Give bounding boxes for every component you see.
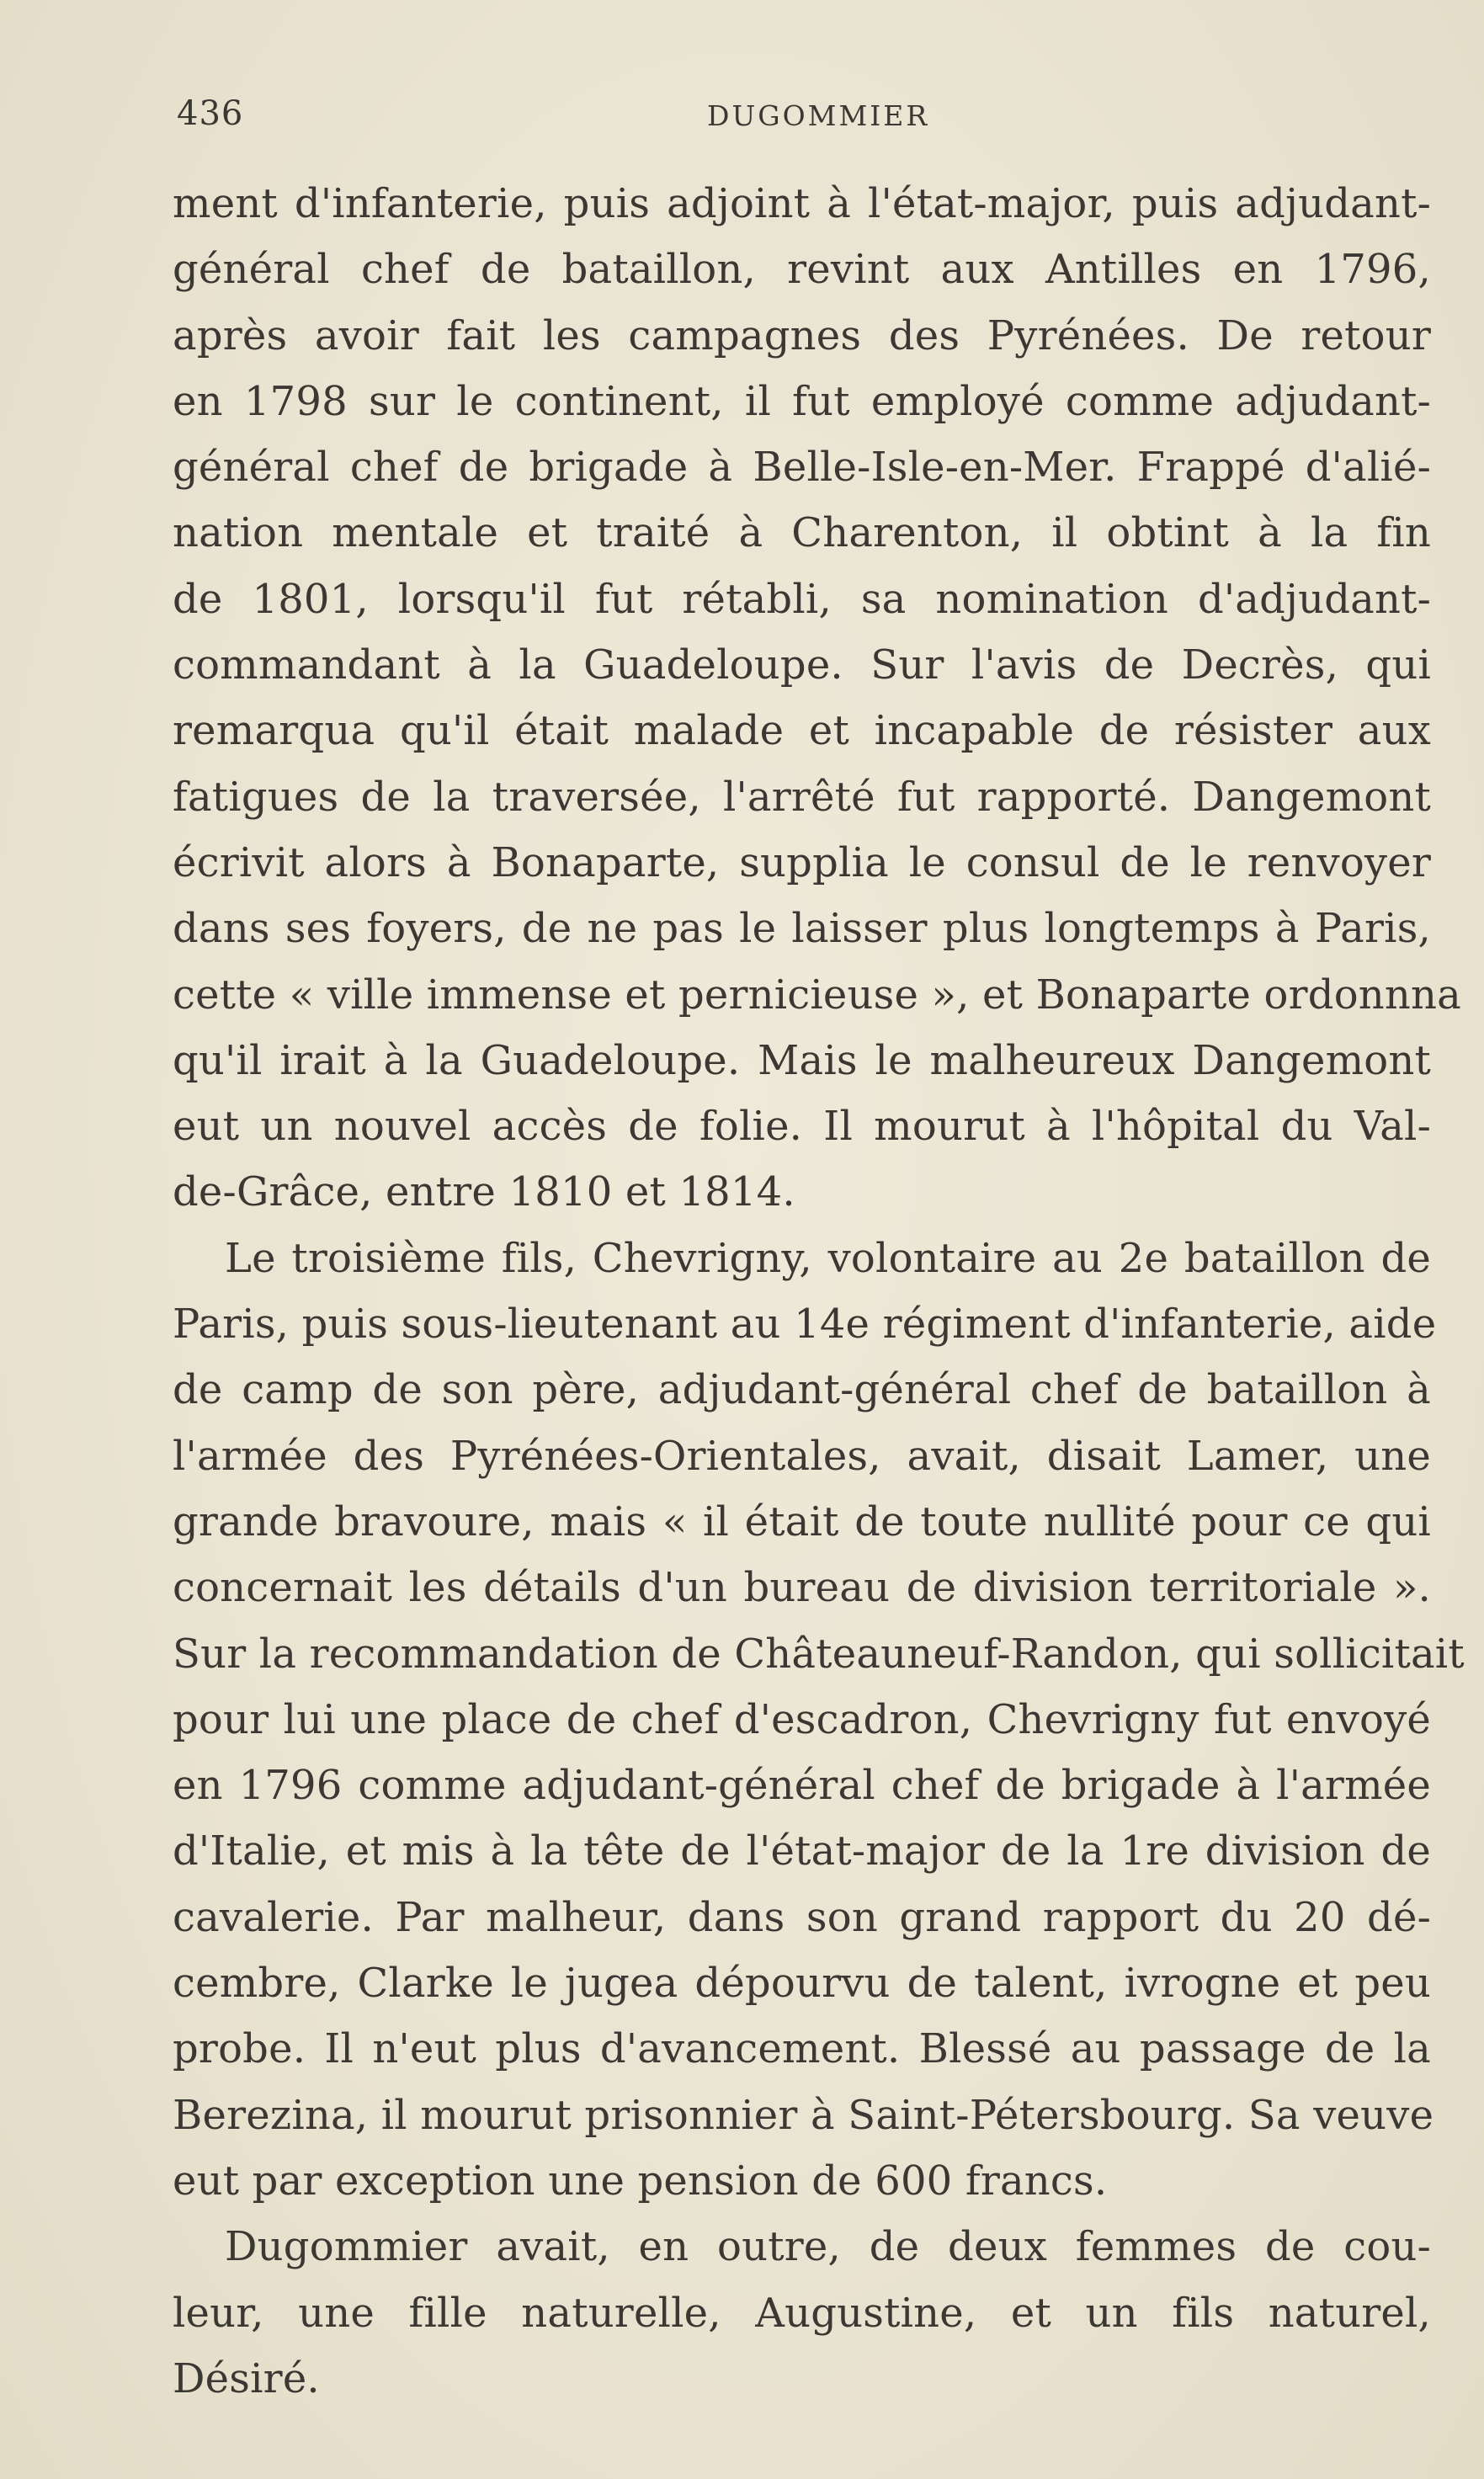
text-line: en 1796 comme adjudant-général chef de brigade à l'armée (173, 1762, 1431, 1810)
paragraph-1 (173, 171, 1461, 1226)
text-line: qu'il irait à la Guadeloupe. Mais le malheureux Dangemont (173, 1036, 1431, 1084)
text-line: cembre, Clarke le jugea dépourvu de talent, ivrogne et peu (173, 1960, 1431, 2008)
running-title: DUGOMMIER (707, 99, 930, 132)
text-line: grande bravoure, mais « il était de toute nullité pour ce qui (173, 1498, 1431, 1545)
text-line: eut par exception une pension de 600 francs. (173, 2157, 1108, 2205)
text-line: en 1798 sur le continent, il fut employé comme adjudant- (173, 377, 1431, 425)
text-line: de-Grâce, entre 1810 et 1814. (173, 1168, 795, 1216)
text-line: Paris, puis sous-lieutenant au 14e régiment d'infanterie, aide (173, 1301, 1437, 1349)
text-line: cette « ville immense et pernicieuse », et Bonaparte ordonnna (173, 971, 1461, 1019)
text-line: de camp de son père, adjudant-général chef de bataillon à (173, 1366, 1431, 1414)
text-line: concernait les détails d'un bureau de division territoriale ». (173, 1564, 1431, 1612)
text-line: eut un nouvel accès de folie. Il mourut à l'hôpital du Val- (173, 1103, 1431, 1151)
text-line: l'armée des Pyrénées-Orientales, avait, disait Lamer, une (173, 1432, 1431, 1480)
text-line: pour lui une place de chef d'escadron, Chevrigny fut envoyé (173, 1695, 1431, 1743)
paragraph-3 (173, 2214, 1431, 2412)
text-line: Berezina, il mourut prisonnier à Saint-Pétersbourg. Sa veuve (173, 2091, 1434, 2139)
text-line: dans ses foyers, de ne pas le laisser plus longtemps à Paris, (173, 905, 1431, 953)
text-line: probe. Il n'eut plus d'avancement. Blessé au passage de la (173, 2025, 1431, 2073)
text-line: nation mentale et traité à Charenton, il obtint à la fin (173, 509, 1431, 557)
text-line: général chef de bataillon, revint aux Antilles en 1796, (173, 246, 1431, 294)
text-line: cavalerie. Par malheur, dans son grand rapport du 20 dé- (173, 1893, 1431, 1941)
body-text (173, 171, 1465, 2412)
text-line: écrivit alors à Bonaparte, supplia le consul de le renvoyer (173, 838, 1431, 886)
text-line: Désiré. (173, 2354, 320, 2402)
text-line: Le troisième fils, Chevrigny, volontaire au 2e bataillon de (225, 1234, 1431, 1282)
text-line: fatigues de la traversée, l'arrêté fut rapporté. Dangemont (173, 773, 1431, 821)
text-line: général chef de brigade à Belle-Isle-en-Mer. Frappé d'alié- (173, 444, 1431, 492)
text-line: ment d'infanterie, puis adjoint à l'état-major, puis adjudant- (173, 180, 1431, 227)
page-header (177, 94, 1439, 145)
text-line: Dugommier avait, en outre, de deux femmes de cou- (225, 2223, 1431, 2271)
text-line: commandant à la Guadeloupe. Sur l'avis de Decrès, qui (173, 641, 1431, 689)
text-line: remarqua qu'il était malade et incapable de résister aux (173, 707, 1431, 755)
text-line: leur, une fille naturelle, Augustine, et un fils naturel, (173, 2289, 1431, 2337)
text-line: après avoir fait les campagnes des Pyrénées. De retour (173, 311, 1431, 359)
text-line: d'Italie, et mis à la tête de l'état-major de la 1re division de (173, 1827, 1431, 1875)
text-line: Sur la recommandation de Châteauneuf-Randon, qui sollicitait (173, 1630, 1465, 1678)
page-number: 436 (177, 94, 244, 133)
paragraph-2 (173, 1226, 1465, 2214)
text-line: de 1801, lorsqu'il fut rétabli, sa nomination d'adjudant- (173, 575, 1431, 623)
